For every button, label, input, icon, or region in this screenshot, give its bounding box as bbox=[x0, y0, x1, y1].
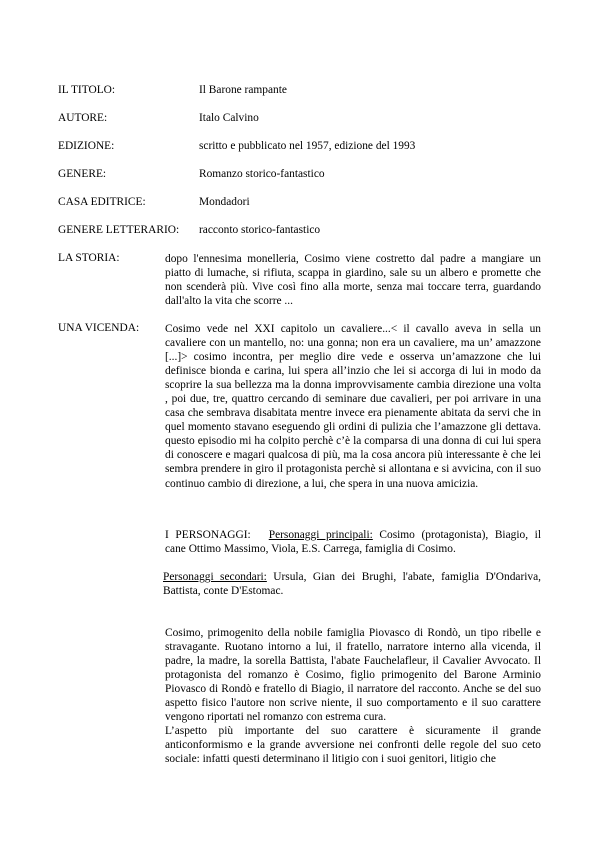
section-vicenda-text: Cosimo vede nel XXI capitolo un cavaliere...< il cavallo aveva in sella un cavaliere con un mantello, no: una gonna; non era un cavaliere, ma un’ amazzone [...]> cosimo incontra, per meglio dire vede e osserva un’amazzone che lui definisce bionda e carina, lui spera all’inzio che lei si accorga di lui in modo da scoprire la sua bellezza ma la donna improvvisamente cambia direzione una volta , poi due, tre, quattro cercando di seminare due cavalieri, per poi arrivare in una casa che sembrava disabitata mentre invece era pienamente abitata da servi che in quel momento stavano eseguendo gli ordini di pulizia che l’amazzone gli dettava. questo episodio mi ha colpito perchè c’è la comparsa di una donna di cui lui spera di conoscere e magari qualcosa di più, ma la cosa ancora più interessante è che lei sembra prendere in giro il protagonista perchè si allontana e si avvicina, con il suo continuo cambio di direzione, a lui, che spera in una nuova amicizia. bbox=[165, 323, 541, 490]
field-value: Mondadori bbox=[199, 196, 250, 208]
section-label: LA STORIA: bbox=[58, 252, 120, 264]
field-label: IL TITOLO: bbox=[58, 84, 116, 96]
section-label: UNA VICENDA: bbox=[58, 322, 140, 334]
field-label: CASA EDITRICE: bbox=[58, 196, 146, 208]
principali-text: Cosimo (protagonista), Biagio, il cane Ottimo Massimo, Viola, E.S. Carrega, famiglia di Cosimo. bbox=[165, 529, 541, 556]
field-value: racconto storico-fantastico bbox=[199, 224, 321, 236]
field-value: Italo Calvino bbox=[199, 112, 259, 124]
field-label: EDIZIONE: bbox=[58, 140, 115, 152]
section-storia-text: dopo l'ennesima monelleria, Cosimo viene costretto dal padre a mangiare un piatto di lumache, si rifiuta, scappa in giardino, sale su un albero e promette che non scenderà più. Vive così fino alla morte, senza mai toccare terra, guardando dall'alto la vita che scorre ... bbox=[165, 253, 541, 308]
field-value: Il Barone rampante bbox=[199, 84, 287, 96]
field-label: AUTORE: bbox=[58, 112, 108, 124]
secondari-text: Ursula, Gian dei Brughi, l'abate, famiglia D'Ondariva, Battista, conte D'Estomac. bbox=[163, 571, 542, 598]
section-personaggi bbox=[165, 528, 541, 556]
field-label: GENERE: bbox=[58, 168, 107, 180]
descrizione-paragraph: L’aspetto più importante del suo carattere è sicuramente il grande anticonformismo e la grande avversione nei confronti delle regole del suo ceto sociale: infatti questi determinano il litigio con i suoi genitori, litigio che bbox=[165, 725, 541, 766]
descrizione-paragraph: Cosimo, primogenito della nobile famiglia Piovasco di Rondò, un tipo ribelle e stravagante. Ruotano intorno a lui, il fratello, narratore interno alla vicenda, il padre, la madre, la sorella Battista, l'abate Fauchelafleur, il Cavalier Avvocato. Il protagonista del romanzo è Cosimo, figlio primogenito del Barone Arminio Piovasco di Rondò e fratello di Biagio, il narratore del racconto. Anche se del suo aspetto fisico l'autore non scrive niente, il suo comportamento e il suo carattere vengono riportati nel romanzo con estrema cura. bbox=[165, 627, 541, 724]
field-value: scritto e pubblicato nel 1957, edizione del 1993 bbox=[199, 140, 416, 152]
section-descrizione bbox=[165, 626, 541, 766]
field-label: GENERE LETTERARIO: bbox=[58, 224, 180, 236]
section-secondari bbox=[163, 570, 541, 598]
principali-label: Personaggi principali: bbox=[268, 529, 373, 541]
personaggi-label: I PERSONAGGI: bbox=[165, 529, 251, 541]
secondari-label: Personaggi secondari: bbox=[163, 571, 267, 583]
field-value: Romanzo storico-fantastico bbox=[199, 168, 325, 180]
